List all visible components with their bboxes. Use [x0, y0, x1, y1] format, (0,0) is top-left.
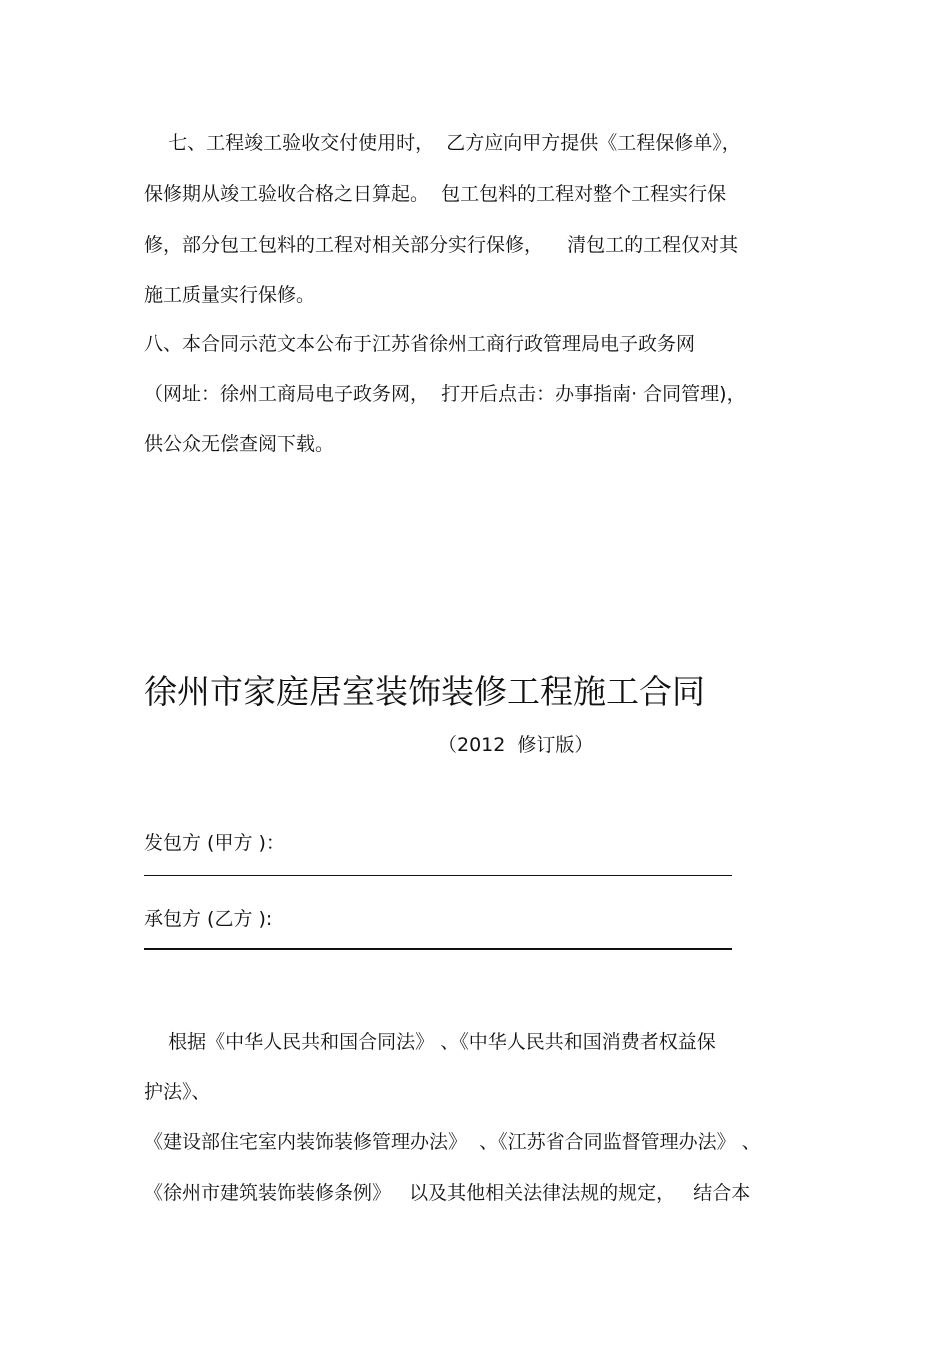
clause-7-line-1: 七、工程竣工验收交付使用时， 乙方应向甲方提供《工程保修单》，	[144, 132, 741, 154]
clause-8-line-1: 八、本合同示范文本公布于江苏省徐州工商行政管理局电子政务网	[144, 333, 696, 355]
contract-subtitle: （2012 修订版）	[438, 734, 594, 756]
contract-title: 徐州市家庭居室装饰装修工程施工合同	[144, 672, 705, 711]
preamble-line-2: 护法》、	[144, 1081, 211, 1103]
clause-7-line-2: 保修期从竣工验收合格之日算起。 包工包料的工程对整个工程实行保	[144, 183, 727, 205]
clause-8-line-3: 供公众无偿查阅下载。	[144, 433, 335, 455]
preamble-line-4: 《徐州市建筑装饰装修条例》 以及其他相关法律法规的规定， 结合本	[144, 1182, 751, 1204]
preamble-line-3: 《建设部住宅室内装饰装修管理办法》 、《江苏省合同监督管理办法》 、	[144, 1131, 761, 1153]
clause-8-line-2: （网址：徐州工商局电子政务网， 打开后点击：办事指南· 合同管理)，	[144, 383, 746, 405]
preamble-line-1: 根据《中华人民共和国合同法》 、《中华人民共和国消费者权益保	[144, 1031, 716, 1053]
party-a-label: 发包方 (甲方 )：	[144, 832, 285, 854]
clause-7-line-3: 修，部分包工包料的工程对相关部分实行保修， 清包工的工程仅对其	[144, 234, 739, 256]
clause-7-line-4: 施工质量实行保修。	[144, 284, 316, 306]
party-b-signature-line	[144, 948, 732, 950]
party-a-signature-line	[144, 875, 732, 876]
party-b-label: 承包方 (乙方 ):	[144, 908, 273, 930]
